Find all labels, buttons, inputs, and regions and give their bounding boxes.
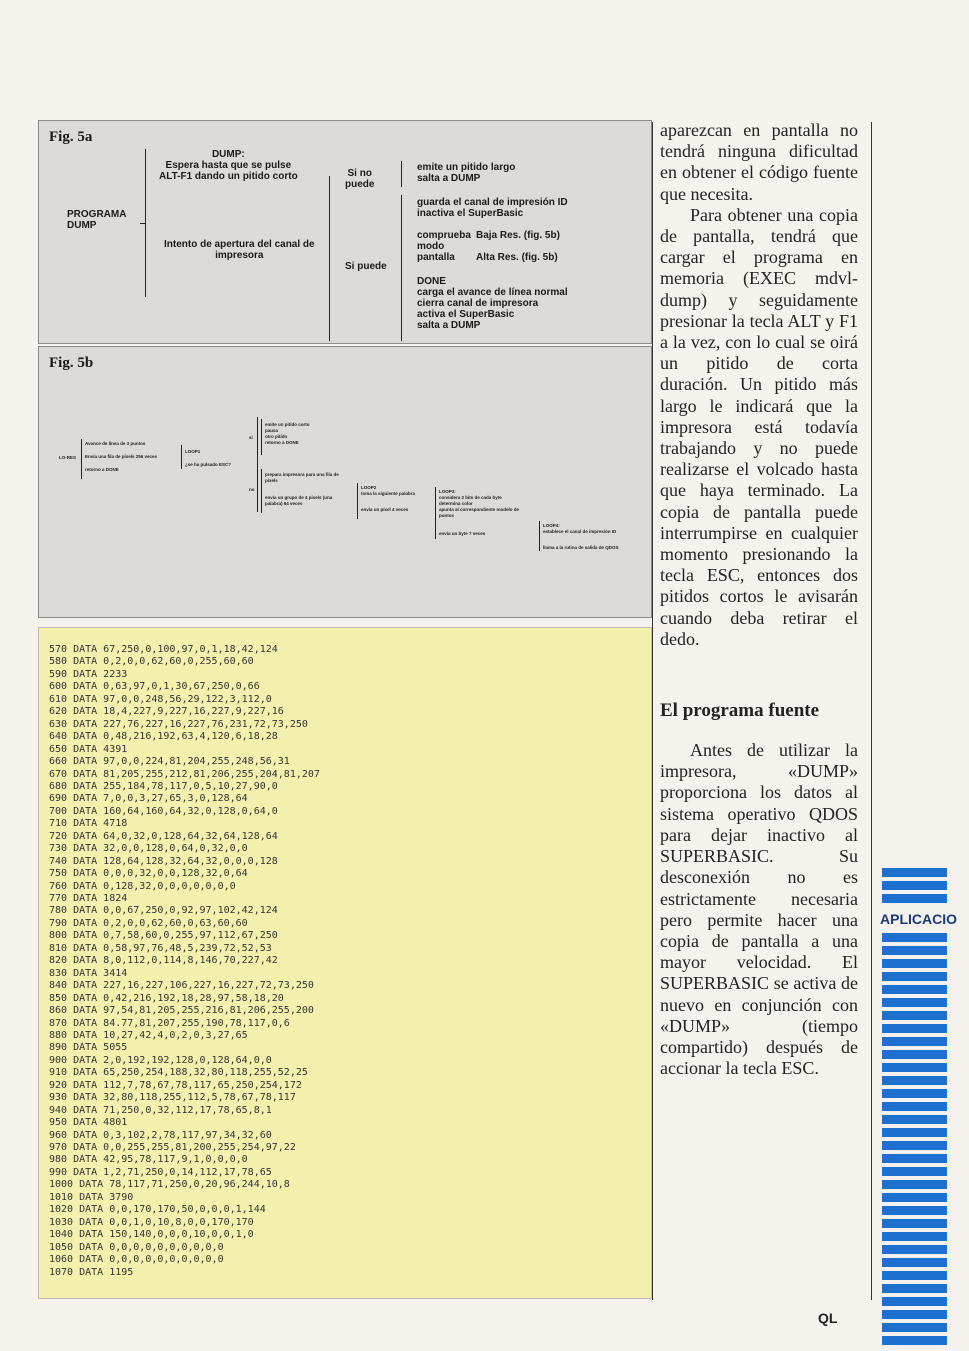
code-line: 850 DATA 0,42,216,192,18,28,97,58,18,20 — [49, 992, 284, 1004]
paragraph: Antes de utilizar la impresora, «DUMP» proporciona los datos al sistema operativo QDOS para dejar inactivo al SUPERBASIC. Su desconexión no es estrictamente necesaria pero permite hacer una copia de pantalla a una mayor velocidad. El SUPERBASIC se activa de nuevo en conjunción con «DUMP» (tiempo compartido) después de accionar la tecla ESC. — [660, 740, 858, 1079]
code-line: 610 DATA 97,0,0,248,56,29,122,3,112,0 — [49, 693, 272, 705]
code-line: 770 DATA 1824 — [49, 893, 128, 904]
code-line: 800 DATA 0,7,58,60,0,255,97,112,67,250 — [49, 930, 278, 942]
envia-byte-step: envía un byte 7 veces — [439, 531, 486, 536]
code-line: 1010 DATA 3790 — [49, 1191, 134, 1203]
code-line: 630 DATA 227,76,227,16,227,76,231,72,73,250 — [49, 718, 308, 730]
code-line: 900 DATA 2,0,192,192,128,0,128,64,0,0 — [49, 1054, 272, 1066]
programa-dump-label: PROGRAMA DUMP — [67, 209, 127, 231]
code-line: 990 DATA 1,2,71,250,0,14,112,17,78,65 — [49, 1166, 272, 1178]
figure-5a — [38, 120, 652, 344]
resolution-options: Baja Res. (fig. 5b) Alta Res. (fig. 5b) — [476, 230, 560, 263]
code-line: 740 DATA 128,64,128,32,64,32,0,0,0,128 — [49, 855, 278, 867]
paragraph: Para obtener una copia de pantalla, tendrá que cargar el programa en memoria (EXEC mdvl-dump) y seguidamente presionar la tecla ALT y F1 a la vez, con lo cual se oirá un pitido de corta duración. Un pitido más largo le indicará que la impresora está todavía trabajando y no puede realizarse el volcado hasta que haya terminado. La copia de pantalla puede interrumpirse en cualquier momento presionando la tecla ESC, entonces dos pitidos cortos le avisarán cuando deba retirar el dedo. — [660, 204, 858, 649]
loop1-label: LOOP1 — [185, 449, 201, 454]
code-line: 820 DATA 8,0,112,0,114,8,146,70,227,42 — [49, 955, 278, 967]
section-tab: APLICACIO — [876, 906, 969, 932]
code-line: 690 DATA 7,0,0,3,27,65,3,0,128,64 — [49, 793, 248, 805]
pulsado-question: ¿se ha pulsado ESC? — [185, 462, 232, 467]
bracket — [261, 469, 262, 513]
envia-pixel-step: envía un píxel 4 veces — [361, 507, 409, 512]
code-line: 1020 DATA 0,0,170,170,50,0,0,0,1,144 — [49, 1204, 266, 1216]
bracket — [435, 487, 436, 539]
code-line: 750 DATA 0,0,0,32,0,0,128,32,0,64 — [49, 868, 248, 880]
code-line: 710 DATA 4718 — [49, 818, 128, 830]
code-line: 860 DATA 97,54,81,205,255,216,81,206,255,200 — [49, 1005, 314, 1017]
loop2-step: LOOP2 toma la siguiente palabra — [361, 485, 416, 496]
column-divider — [871, 122, 872, 1300]
code-line: 760 DATA 0,128,32,0,0,0,0,0,0,0 — [49, 880, 236, 892]
paragraph: aparezcan en pantalla no tendrá ninguna dificultad en obtener el código fuente que necesita. — [660, 120, 858, 204]
no-label: no — [249, 487, 255, 492]
emite-corto-step: emite un pitido corto pausa otro pitido retorno a DONE — [265, 422, 310, 445]
code-line: 1030 DATA 0,0,1,0,10,8,0,0,170,170 — [49, 1216, 254, 1228]
figure-5b — [38, 346, 652, 618]
code-line: 970 DATA 0,0,255,255,81,200,255,254,97,22 — [49, 1142, 296, 1153]
done-step: DONE carga el avance de línea normal cierra canal de impresora activa el SuperBasic salta a DUMP — [417, 276, 568, 331]
bracket — [329, 176, 330, 341]
bracket — [357, 483, 358, 519]
retorno-step: retorno a DONE — [85, 467, 119, 472]
envia-grupo-step: envía un grupo de 4 pixels (una palabra) 64 veces — [265, 495, 333, 506]
code-line: 890 DATA 5055 — [49, 1042, 128, 1054]
code-line: 1050 DATA 0,0,0,0,0,0,0,0,0,0 — [49, 1241, 224, 1253]
code-line: 940 DATA 71,250,0,32,112,17,78,65,8,1 — [49, 1104, 272, 1116]
llama-step: llama a la rutina de salida de QDOS — [543, 545, 619, 550]
code-line: 1070 DATA 1195 — [49, 1266, 134, 1278]
column-divider — [652, 122, 653, 1300]
code-line: 680 DATA 255,184,78,117,0,5,10,27,90,0 — [49, 780, 278, 792]
code-line: 960 DATA 0,3,102,2,78,117,97,34,32,60 — [49, 1129, 272, 1141]
section-heading: El programa fuente — [660, 700, 820, 722]
bracket — [261, 419, 262, 455]
bracket — [401, 161, 402, 187]
code-line: 600 DATA 0,63,97,0,1,30,67,250,0,66 — [49, 681, 260, 693]
code-line: 700 DATA 160,64,160,64,32,0,128,0,64,0 — [49, 805, 278, 817]
si-puede-label: Si puede — [345, 261, 387, 272]
lores-label: LO-RES — [59, 455, 77, 460]
bracket — [181, 445, 182, 469]
code-line: 840 DATA 227,16,227,106,227,16,227,72,73,250 — [49, 980, 314, 992]
bracket-tick — [140, 223, 146, 224]
code-line: 590 DATA 2233 — [49, 668, 128, 680]
code-line: 640 DATA 0,48,216,192,63,4,120,6,18,28 — [49, 731, 278, 743]
code-line: 910 DATA 65,250,254,188,32,80,118,255,52,25 — [49, 1067, 308, 1079]
figure-5b-label: Fig. 5b — [49, 355, 94, 371]
emite-step: emite un pitido largo salta a DUMP — [417, 162, 516, 184]
code-line: 880 DATA 10,27,42,4,0,2,0,3,27,65 — [49, 1029, 248, 1041]
code-line: 780 DATA 0,0,67,250,0,92,97,102,42,124 — [49, 905, 278, 917]
code-line: 930 DATA 32,80,118,255,112,5,78,67,78,117 — [49, 1092, 296, 1104]
envia-step: Envía una fila de píxels 256 veces — [85, 454, 158, 459]
code-line: 570 DATA 67,250,0,100,97,0,1,18,42,124 — [49, 644, 278, 655]
bracket — [401, 195, 402, 341]
code-listing — [38, 627, 652, 1299]
prepara-step: prepara impresora para una fila de píxels — [265, 472, 339, 483]
code-line: 580 DATA 0,2,0,0,62,60,0,255,60,60 — [49, 656, 254, 668]
avance-step: Avance de línea de 3 puntos — [85, 441, 146, 446]
bracket — [539, 521, 540, 551]
code-line: 950 DATA 4801 — [49, 1117, 128, 1129]
code-line: 920 DATA 112,7,78,67,78,117,65,250,254,172 — [49, 1079, 302, 1091]
code-line: 1040 DATA 150,140,0,0,0,10,0,0,1,0 — [49, 1229, 254, 1241]
code-line: 670 DATA 81,205,255,212,81,206,255,204,81,207 — [49, 768, 320, 780]
loop3-step: LOOP3: considera 2 bits de cada byte determina color apunta al correspondiente modelo de puntos — [439, 489, 520, 518]
guarda-step: guarda el canal de impresión ID inactiva el SuperBasic — [417, 197, 568, 219]
code-line: 980 DATA 42,95,78,117,9,1,0,0,0,0 — [49, 1154, 248, 1166]
code-line: 650 DATA 4391 — [49, 743, 128, 755]
si-label: sí — [249, 435, 253, 440]
section-stripes — [882, 868, 947, 1346]
code-line: 790 DATA 0,2,0,0,62,60,0,63,60,60 — [49, 917, 248, 929]
intento-step: Intento de apertura del canal de impresora — [164, 239, 315, 261]
code-line: 660 DATA 97,0,0,224,81,204,255,248,56,31 — [49, 756, 290, 768]
page-logo: QL — [818, 1310, 838, 1326]
code-line: 720 DATA 64,0,32,0,128,64,32,64,128,64 — [49, 830, 278, 842]
code-line: 810 DATA 0,58,97,76,48,5,239,72,52,53 — [49, 942, 272, 954]
loop4-step: LOOP4: establece el canal de impresión ID — [543, 523, 617, 534]
bracket — [81, 439, 82, 479]
code-line: 830 DATA 3414 — [49, 967, 128, 979]
code-line: 870 DATA 84.77,81,207,255,190,78,117,0,6 — [49, 1017, 290, 1029]
bracket — [257, 417, 258, 512]
text-column — [660, 120, 858, 1079]
comprueba-step: comprueba modo pantalla — [417, 230, 471, 263]
code-line: 730 DATA 32,0,0,128,0,64,0,32,0,0 — [49, 843, 248, 855]
code-line: 1000 DATA 78,117,71,250,0,20,96,244,10,8 — [49, 1179, 290, 1191]
code-line: 1060 DATA 0,0,0,0,0,0,0,0,0,0 — [49, 1254, 224, 1266]
si-no-puede-label: Si no puede — [345, 168, 375, 190]
figure-5a-label: Fig. 5a — [49, 129, 93, 145]
code-line: 620 DATA 18,4,227,9,227,16,227,9,227,16 — [49, 706, 284, 718]
dump-step: DUMP: Espera hasta que se pulse ALT-F1 dando un pitido corto — [159, 149, 298, 182]
